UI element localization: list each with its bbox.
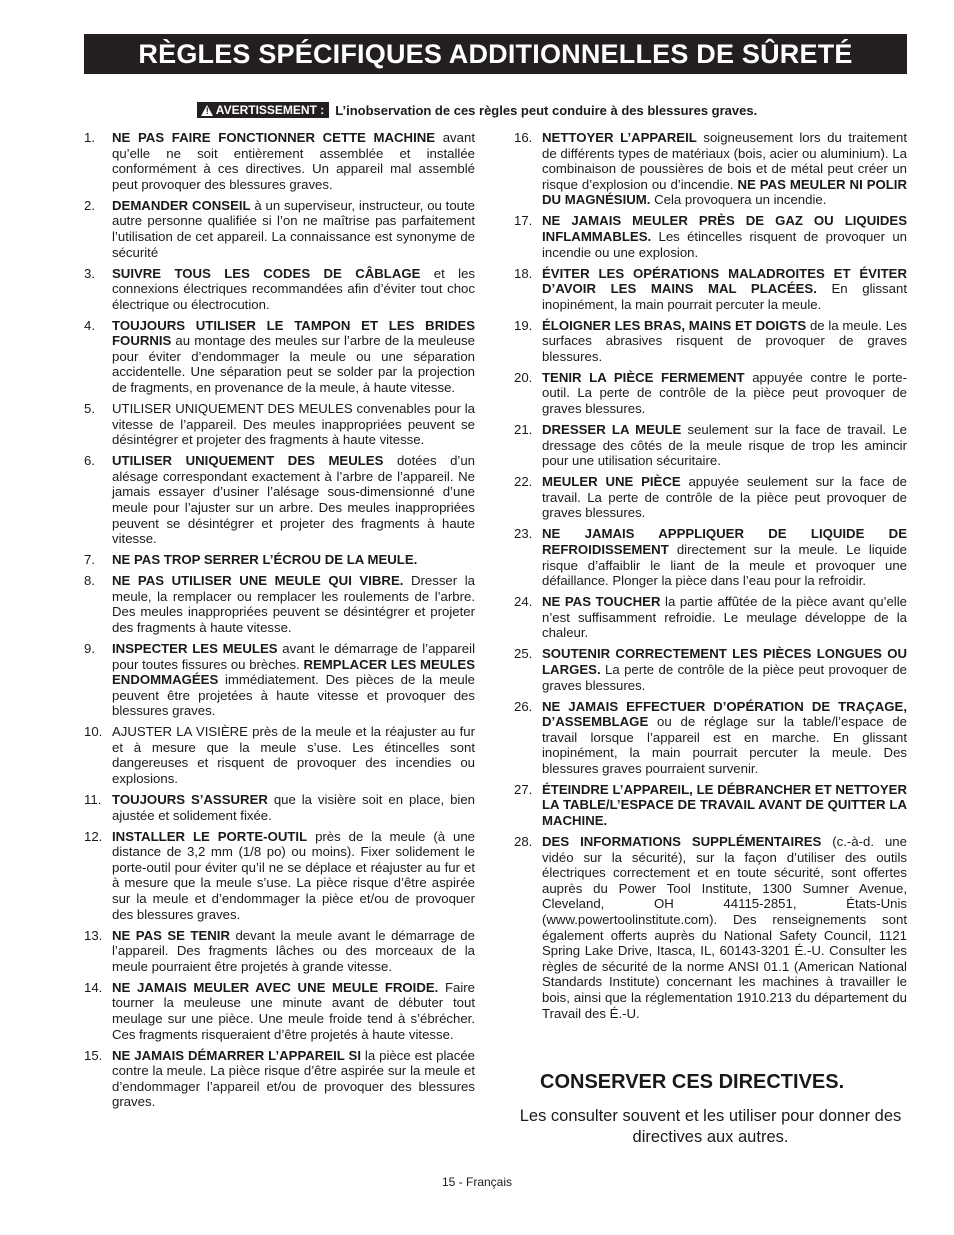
warning-line [0, 99, 954, 121]
rule-text [112, 724, 475, 786]
rule-number: 13. [84, 927, 103, 943]
rule-lead: DES INFORMATIONS SUPPLÉMENTAIRES [542, 834, 822, 850]
rule-text [542, 422, 907, 469]
rule-item [84, 724, 475, 786]
rule-item [514, 782, 907, 829]
rule-number: 1. [84, 130, 95, 145]
rule-body: ou de réglage sur la table/l’espace de travail lorsque l’appareil est en marche. En glissant inopinément, la main pourrait percuter la meule. Des blessures graves pourraient survenir. [542, 714, 907, 776]
rule-number: 20. [514, 369, 533, 385]
rule-lead: ÉLOIGNER LES BRAS, MAINS ET DOIGTS [542, 317, 807, 333]
rule-text [542, 646, 907, 693]
rule-text [542, 370, 907, 417]
rule-item [84, 980, 475, 1042]
rule-lead: NE PAS UTILISER UNE MEULE QUI VIBRE. [112, 573, 404, 589]
rule-text [542, 782, 907, 829]
rule-number: 15. [84, 1047, 103, 1063]
rule-text [542, 526, 907, 588]
rule-lead: NE JAMAIS MEULER PRÈS DE GAZ OU LIQUIDES INFLAMMABLES. [542, 213, 907, 244]
rule-item [514, 266, 907, 313]
rule-body: Les étincelles risquent de provoquer un incendie ou une explosion. [542, 228, 907, 260]
rule-lead: NE PAS TOUCHER [542, 594, 661, 610]
rule-item [84, 318, 475, 396]
rule-text [112, 792, 475, 823]
rule-body: AJUSTER LA VISIÈRE près de la meule et la réajuster au fur et à mesure que la meule s’use. Les étincelles sont dangereuses et risquent de provoquer des incendies ou explosions. [112, 724, 475, 787]
rule-lead: NE PAS FAIRE FONCTIONNER CETTE MACHINE [112, 130, 436, 145]
rule-number: 7. [84, 552, 95, 568]
rule-lead: DRESSER LA MEULE [542, 422, 682, 438]
rule-body: la pièce est placée contre la meule. La pièce risque d’être aspirée sur la meule et d’endommager l’appareil et/ou de provoquer des blessures graves. [112, 1047, 475, 1110]
title-bar [84, 34, 907, 74]
rule-lead: TOUJOURS S’ASSURER [112, 792, 268, 808]
rule-number: 9. [84, 640, 95, 656]
rule-text [112, 641, 475, 719]
rule-body: appuyée contre le porte-outil. La perte de contrôle de la pièce peut provoquer de graves blessures. [542, 369, 907, 417]
rule-body: près de la meule (à une distance de 3,2 mm (1/8 po) ou moins). Fixer solidement le porte-outil pour éviter qu’il ne se déplace et réajuster au fur et à mesure que la meule s’use. La pièce risque d’être aspirée sur la meule et d’endommager la pièce et/ou de provoquer des blessures graves. [112, 828, 475, 922]
page-footer: 15 - Français [441, 1175, 513, 1189]
rule-text [112, 130, 475, 192]
rule-item [514, 130, 907, 208]
rule-lead: UTILISER UNIQUEMENT DES MEULES [112, 453, 384, 469]
rule-number: 11. [84, 792, 102, 808]
rule-item [84, 198, 475, 260]
rule-item [514, 594, 907, 641]
rule-text [542, 266, 907, 313]
rule-lead: SOUTENIR CORRECTEMENT LES PIÈCES LONGUES OU LARGES. [542, 646, 907, 677]
rule-lead: INSTALLER LE PORTE-OUTIL [112, 828, 308, 844]
warning-label: AVERTISSEMENT : [215, 103, 325, 117]
rule-lead: NE JAMAIS APPPLIQUER DE LIQUIDE DE REFROIDISSEMENT [542, 526, 907, 557]
rule-body: Faire tourner la meuleuse une minute avant de débuter tout meulage sur une pièce. Une meule froide tend à s’ébrécher. Ces fragments risqueraient d’être projetés à haute vitesse. [112, 979, 475, 1042]
rule-number: 8. [84, 573, 95, 589]
rule-body: UTILISER UNIQUEMENT DES MEULES convenables pour la vitesse de l’appareil. Des meules inappropriées peuvent se désintégrer et projeter des fragments à haute vitesse. [112, 401, 475, 448]
rule-body: dotées d’un alésage correspondant exactement à l’arbre de l’appareil. Ne jamais essayer d’usiner l’alésage sous-dimensionné d’une meule pour l’ajuster sur un arbre. Des meules inappropriées peuvent se désintégrer et projeter des fragments à haute vitesse. [112, 453, 475, 547]
warning-label-box [197, 102, 329, 118]
rule-lead: NE JAMAIS DÉMARRER L’APPAREIL SI [112, 1047, 361, 1063]
rule-text [112, 928, 475, 975]
rule-item [514, 422, 907, 469]
warning-text: L’inobservation de ces règles peut conduire à des blessures graves. [335, 102, 758, 118]
rule-number: 23. [514, 526, 533, 542]
rule-lead: NE JAMAIS EFFECTUER D’OPÉRATION DE TRAÇAGE, D’ASSEMBLAGE [542, 698, 907, 730]
rule-item [84, 928, 475, 975]
rule-text [112, 1048, 475, 1110]
rule-item [84, 552, 475, 568]
rule-text [112, 980, 475, 1042]
rule-number: 12. [84, 828, 103, 844]
rule-item [514, 526, 907, 588]
rule-body: devant la meule avant le démarrage de l’appareil. Des fragments lâches ou des morceaux de la meule pourraient être projetés à grande vitesse. [112, 927, 475, 974]
rule-text [542, 834, 907, 1021]
rule-number: 26. [514, 698, 533, 714]
rule-text [542, 699, 907, 777]
rule-body: directement sur la meule. Le liquide risque d’affaiblir le liant de la meule et provoquer une défaillance. Plonger la pièce dans l’eau pour la refroidir. [542, 541, 907, 589]
rule-item [514, 318, 907, 365]
rule-body: à un superviseur, instructeur, ou toute autre personne qualifiée si l’on ne maîtrise pas parfaitement l’utilisation de cet appareil. La connaissance est synonyme de sécurité [112, 197, 475, 260]
rule-lead: INSPECTER LES MEULES [112, 640, 278, 656]
rule-number: 10. [84, 724, 103, 740]
rule-body: Dresser la meule, la remplacer ou remplacer les roulements de l’arbre. Des meules inappropriées peuvent se désintégrer et projeter des fragments à haute vitesse. [112, 573, 475, 635]
rule-text [542, 594, 907, 641]
rule-number: 4. [84, 317, 95, 333]
rule-number: 6. [84, 453, 95, 469]
rule-body: avant qu’elle ne soit entièrement assemblée et installée conformément à ces directives. Un appareil mal assemblé peut provoquer des blessures graves. [112, 130, 475, 192]
rule-item [84, 266, 475, 313]
rule-body: de la meule. Les surfaces abrasives risquent de provoquer de graves blessures. [542, 317, 907, 364]
rule-number: 22. [514, 474, 533, 490]
rule-lead: NE JAMAIS MEULER AVEC UNE MEULE FROIDE. [112, 979, 439, 995]
rule-number: 17. [514, 213, 533, 229]
rule-number: 18. [514, 265, 533, 281]
rule-number: 16. [514, 130, 533, 145]
rule-item [514, 474, 907, 521]
rule-text [112, 266, 475, 313]
rule-text [112, 453, 475, 547]
rule-body: que la visière soit en place, bien ajustée et solidement fixée. [112, 792, 476, 823]
rule-item [84, 1048, 475, 1110]
rule-item [84, 829, 475, 923]
rule-item [84, 453, 475, 547]
rule-number: 21. [514, 422, 533, 438]
rule-lead: TENIR LA PIÈCE FERMEMENT [542, 369, 745, 385]
rule-item [84, 573, 475, 635]
rule-lead: NE PAS SE TENIR [112, 927, 230, 943]
rule-item [84, 130, 475, 192]
rule-text [542, 474, 907, 521]
rule-text [112, 829, 475, 923]
rule-item [84, 401, 475, 448]
rule-text [112, 198, 475, 260]
rule-body: avant le démarrage de l’appareil pour toutes fissures ou brèches. [112, 640, 475, 672]
rule-number: 14. [84, 979, 103, 995]
page-title: RÈGLES SPÉCIFIQUES ADDITIONNELLES DE SÛRETÉ [138, 38, 853, 69]
left-column [84, 130, 475, 1115]
rule-text [542, 130, 907, 208]
rule-lead: ÉVITER LES OPÉRATIONS MALADROITES ET ÉVITER D’AVOIR LES MAINS MAL PLACÉES. [542, 265, 907, 297]
rule-body: seulement sur la face de travail. Le dressage des côtés de la meule risque de trop les amincir pour une utilisation sécuritaire. [542, 422, 907, 469]
rule-number: 2. [84, 197, 95, 213]
rule-text [542, 318, 907, 365]
rule-item [514, 834, 907, 1021]
rule-body: immédiatement. Des pièces de la meule peuvent être projetées à haute vitesse et provoquer des blessures graves. [112, 672, 475, 719]
rule-text [112, 318, 475, 396]
rule-number: 27. [514, 781, 533, 797]
closing-heading: CONSERVER CES DIRECTIVES. [540, 1071, 845, 1093]
rule-body: appuyée seulement sur la face de travail. La perte de contrôle de la pièce peut provoquer de graves blessures. [542, 474, 907, 521]
rule-number: 3. [84, 265, 95, 281]
rule-lead: SUIVRE TOUS LES CODES DE CÂBLAGE [112, 265, 421, 281]
rule-number: 5. [84, 401, 95, 417]
left-rules-list [84, 130, 475, 1110]
rule-body: Cela provoquera un incendie. [650, 192, 827, 208]
rule-text [112, 573, 475, 635]
rule-body: la partie affûtée de la pièce avant qu’elle n’est suffisamment refroidie. Le meulage développe de la chaleur. [542, 594, 907, 641]
rule-text [112, 552, 475, 568]
rule-number: 19. [514, 317, 533, 333]
rule-lead: NE PAS TROP SERRER L’ÉCROU DE LA MEULE. [112, 552, 418, 568]
right-column [514, 130, 907, 1027]
rule-lead: REMPLACER LES MEULES ENDOMMAGÉES [112, 656, 475, 688]
rule-body: La perte de contrôle de la pièce peut provoquer de graves blessures. [542, 661, 907, 693]
rule-body: soigneusement lors du traitement de différents types de matériaux (bois, acier ou aluminium). La combinaison de poussières de bois et de métal peut créer un risque d’explosion ou d’incendie. [542, 130, 907, 192]
rule-item [514, 699, 907, 777]
rule-lead: TOUJOURS UTILISER LE TAMPON ET LES BRIDES FOURNIS [112, 317, 475, 349]
warning-triangle-icon: ! [201, 105, 213, 116]
rule-body: et les connexions électriques recommandées afin d’éviter tout choc électrique ou électrocution. [112, 265, 475, 312]
rule-body: En glissant inopinément, la main pourrait percuter la meule. [542, 281, 907, 312]
rule-lead: MEULER UNE PIÈCE [542, 474, 681, 490]
rule-lead: DEMANDER CONSEIL [112, 197, 251, 213]
rule-item [514, 213, 907, 260]
rule-lead: NETTOYER L’APPAREIL [542, 130, 697, 145]
rule-number: 25. [514, 646, 533, 662]
rule-number: 24. [514, 594, 533, 610]
rule-lead: NE PAS MEULER NI POLIR DU MAGNÉSIUM. [542, 176, 907, 208]
rule-item [514, 370, 907, 417]
rule-item [84, 641, 475, 719]
rule-text [542, 213, 907, 260]
rule-lead: ÉTEINDRE L’APPAREIL, LE DÉBRANCHER ET NETTOYER LA TABLE/L’ESPACE DE TRAVAIL AVANT DE QUITTER LA MACHINE. [542, 781, 907, 829]
rule-body: au montage des meules sur l’arbre de la meuleuse pour éviter d’endommager la meule ou une séparation accidentelle. Une séparation peut se solder par la projection de fragments, en provenance de la meule, à haute vitesse. [112, 333, 475, 396]
rule-item [514, 646, 907, 693]
rule-number: 28. [514, 834, 533, 850]
rule-text [112, 401, 475, 448]
closing-subtext: Les consulter souvent et les utiliser pour donner des directives aux autres. [519, 1107, 902, 1146]
rule-body: (c.-à-d. une vidéo sur la sécurité), sur la façon d’utiliser des outils électriques correctement et en toute sécurité, sont offertes auprès du Power Tool Institute, 1300 Sumner Avenue, Cleveland, OH 44115-2851, États-Unis (www.powertoolinstitute.com). Des renseignements sont également offerts auprès du National Safety Council, 1121 Spring Lake Drive, Itasca, IL, 60143-3201 É.-U. Consulter les règles de sécurité de la norme ANSI 01.1 (American National Standards Institute) concernant les machines à travailler le bois, ainsi que la réglementation 1910.213 du département du Travail des É.-U. [542, 834, 907, 1021]
right-rules-list [514, 130, 907, 1021]
rule-item [84, 792, 475, 823]
